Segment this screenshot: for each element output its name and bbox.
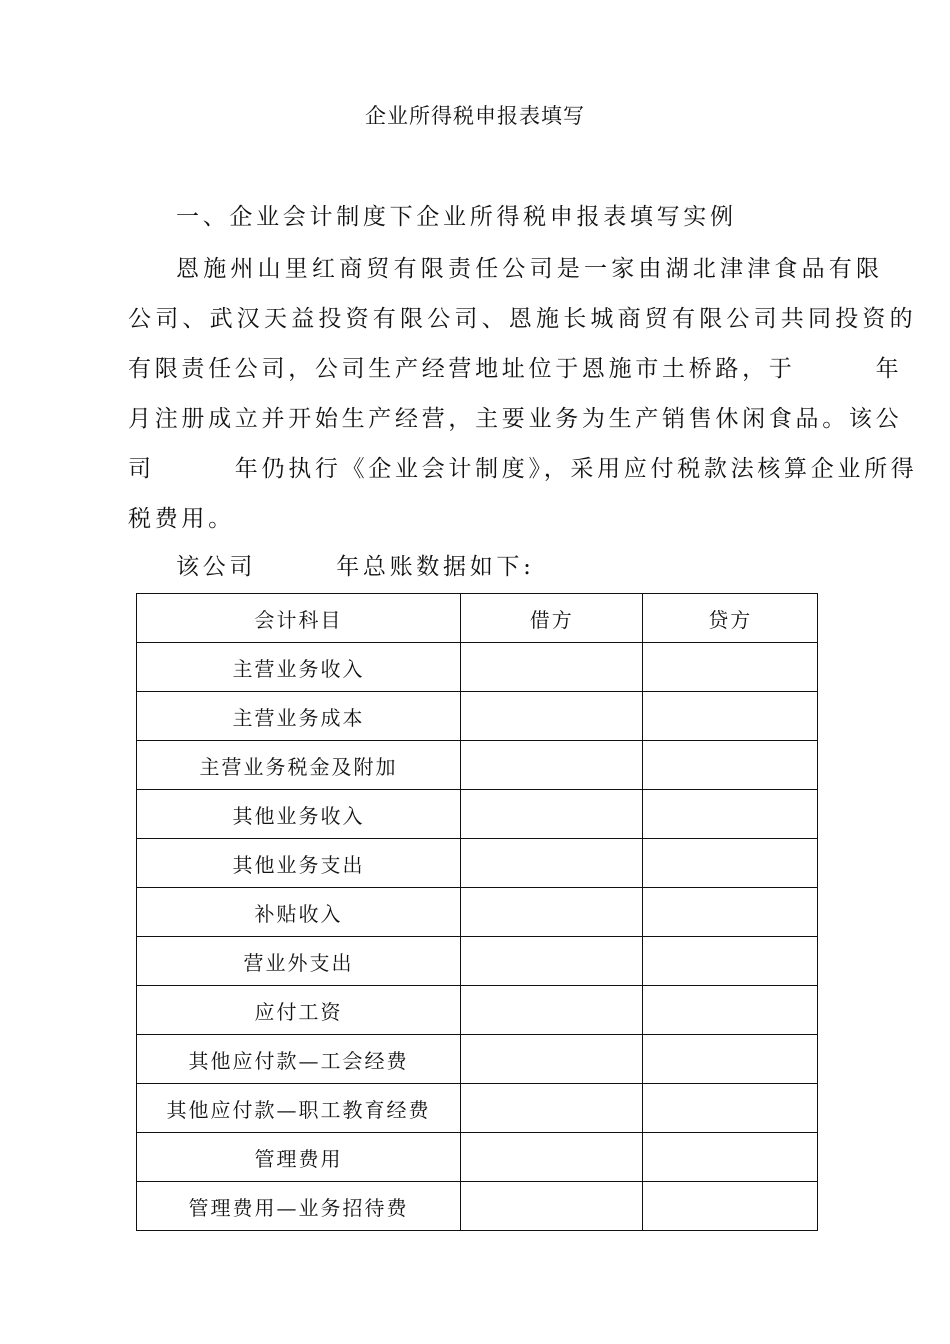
table-row (137, 937, 818, 986)
account-name: 主营业务成本 (137, 692, 461, 741)
debit-cell (461, 790, 643, 839)
credit-cell (643, 1182, 818, 1231)
table-row (137, 1035, 818, 1084)
debit-cell (461, 1133, 643, 1182)
account-name: 其他应付款—职工教育经费 (137, 1084, 461, 1133)
paragraph-line: 月注册成立并开始生产经营，主要业务为生产销售休闲食品。该公 (128, 406, 903, 432)
account-name: 管理费用 (137, 1133, 461, 1182)
credit-cell (643, 741, 818, 790)
debit-cell (461, 888, 643, 937)
credit-cell (643, 1133, 818, 1182)
section-heading: 一、企业会计制度下企业所得税申报表填写实例 (176, 204, 737, 230)
account-name: 营业外支出 (137, 937, 461, 986)
debit-cell (461, 741, 643, 790)
account-name: 其他应付款—工会经费 (137, 1035, 461, 1084)
credit-cell (643, 692, 818, 741)
credit-cell (643, 839, 818, 888)
table-row (137, 1133, 818, 1182)
table-row (137, 839, 818, 888)
credit-cell (643, 986, 818, 1035)
account-name: 补贴收入 (137, 888, 461, 937)
paragraph-line: 公司、武汉天益投资有限公司、恩施长城商贸有限公司共同投资的 (128, 306, 917, 332)
paragraph-line: 司 年仍执行《企业会计制度》，采用应付税款法核算企业所得 (128, 456, 918, 482)
document-title: 企业所得税申报表填写 (365, 104, 585, 128)
credit-cell (643, 790, 818, 839)
table-row (137, 986, 818, 1035)
table-row (137, 790, 818, 839)
table-row (137, 692, 818, 741)
table-row (137, 741, 818, 790)
header-debit: 借方 (461, 594, 643, 643)
debit-cell (461, 1035, 643, 1084)
account-name: 管理费用—业务招待费 (137, 1182, 461, 1231)
debit-cell (461, 839, 643, 888)
credit-cell (643, 1035, 818, 1084)
account-name: 其他业务收入 (137, 790, 461, 839)
debit-cell (461, 643, 643, 692)
debit-cell (461, 692, 643, 741)
header-credit: 贷方 (643, 594, 818, 643)
credit-cell (643, 937, 818, 986)
debit-cell (461, 1084, 643, 1133)
table-row (137, 643, 818, 692)
credit-cell (643, 1084, 818, 1133)
paragraph-line: 恩施州山里红商贸有限责任公司是一家由湖北津津食品有限 (176, 256, 884, 282)
account-name: 主营业务收入 (137, 643, 461, 692)
debit-cell (461, 1182, 643, 1231)
debit-cell (461, 937, 643, 986)
table-row (137, 1084, 818, 1133)
debit-cell (461, 986, 643, 1035)
paragraph-line: 税费用。 (128, 506, 235, 532)
table-row (137, 1182, 818, 1231)
credit-cell (643, 643, 818, 692)
header-account: 会计科目 (137, 594, 461, 643)
account-name: 应付工资 (137, 986, 461, 1035)
credit-cell (643, 888, 818, 937)
table-intro: 该公司 年总账数据如下: (176, 554, 535, 580)
account-name: 主营业务税金及附加 (137, 741, 461, 790)
table-header-row (137, 594, 818, 643)
account-name: 其他业务支出 (137, 839, 461, 888)
ledger-table (136, 593, 818, 1231)
paragraph-line: 有限责任公司，公司生产经营地址位于恩施市土桥路，于 年 (128, 356, 903, 382)
table-row (137, 888, 818, 937)
